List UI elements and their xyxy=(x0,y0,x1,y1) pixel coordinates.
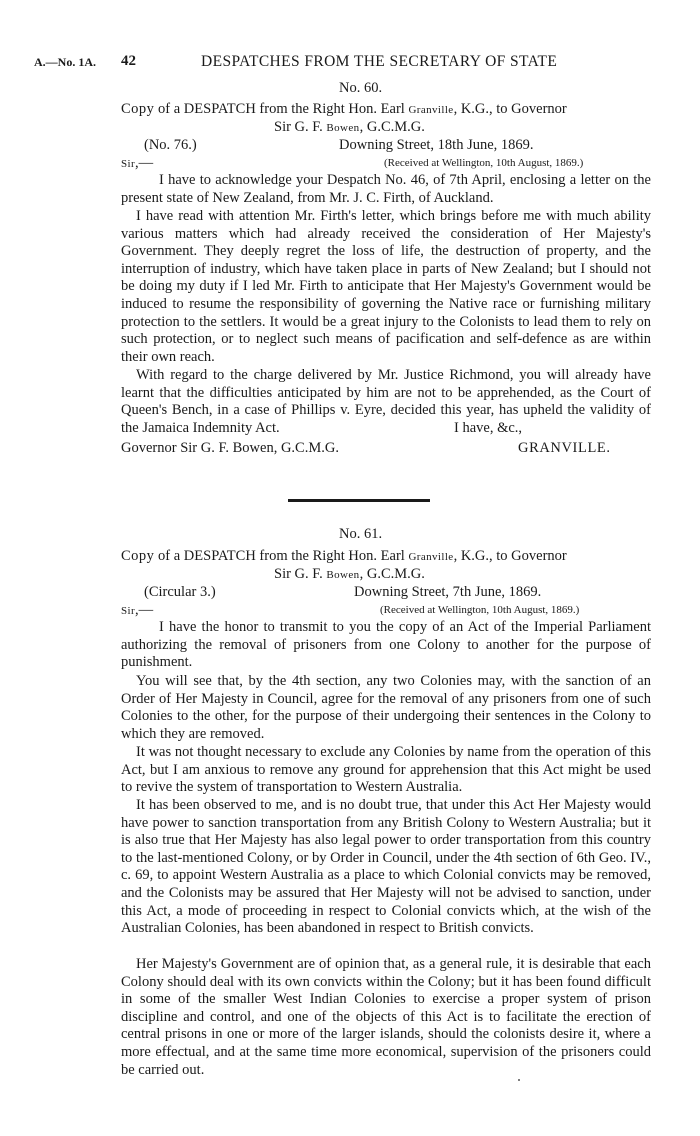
page-number: 42 xyxy=(121,53,136,69)
signature: GRANVILLE. xyxy=(518,440,611,456)
paragraph: Her Majesty's Government are of opinion that, as a general rule, it is desirable that each Colony should deal with its own convicts within the Colony; but it has been found difficult in some of the smaller West Indian Colonies to exercise a proper system of prison discipline and control, and one of the objects of this Act is to facilitate the erection of central prisons in one or more of the larger islands, should the colonists desire it, where a more effectual, and at the same time more economical, supervision of the prisoners could be carried out. xyxy=(121,956,651,1078)
copy-word: Copy xyxy=(121,101,155,117)
recipient-sir: Sir G. F. xyxy=(274,119,323,135)
paragraph: It was not thought necessary to exclude any Colonies by name from the operation of this Act, but I am anxious to remove any ground for apprehension that this Act might be used to revive the system of transportation to Western Australia. xyxy=(121,744,651,796)
heading-text: of a DESPATCH from the Right Hon. Earl xyxy=(158,548,405,564)
received-note: (Received at Wellington, 10th August, 1869.) xyxy=(384,157,584,169)
addressee: Governor Sir G. F. Bowen, G.C.M.G. xyxy=(121,440,339,456)
heading-text: of a DESPATCH from the Right Hon. Earl xyxy=(158,101,405,117)
despatch-ref-no: (No. 76.) xyxy=(144,137,197,153)
running-title: DESPATCHES FROM THE SECRETARY OF STATE xyxy=(201,53,558,70)
recipient-bowen: Bowen xyxy=(326,122,360,134)
document-reference: A.—No. 1A. xyxy=(34,55,96,69)
heading-granville: Granville xyxy=(408,551,454,563)
copy-word: Copy xyxy=(121,548,155,564)
salutation-dash: ,— xyxy=(135,155,154,171)
salutation-sir: Sir xyxy=(121,605,136,617)
paragraph: I have to acknowledge your Despatch No. 46, of 7th April, enclosing a letter on the present state of New Zealand, from Mr. J. C. Firth, of Auckland. xyxy=(121,172,651,206)
despatch-heading xyxy=(121,101,567,118)
paragraph: It has been observed to me, and is no doubt true, that under this Act Her Majesty would have power to sanction transportation from any British Colony to Western Australia; but it is also true that Her Majesty has also legal power to order transportation from this country to the last-mentioned Colony, or by Order in Council, under the 4th section of 6th Geo. IV., c. 69, to appoint Western Australia as a place to which Colonial convicts may be removed, and the Colonists may be assured that Her Majesty will not be advised to sanction, under this Act, a mode of proceeding in respect to Colonial convicts which, at the wish of the Australian Colonies, has been abandoned in respect to British convicts. xyxy=(121,797,651,937)
salutation xyxy=(121,155,153,172)
despatch-heading xyxy=(121,548,567,565)
paragraph: I have read with attention Mr. Firth's letter, which brings before me with much ability various matters which had already received the consideration of Her Majesty's Government. They deeply regret the loss of life, the destruction of property, and the interruption of industry, which have taken place in parts of New Zealand; but I should not be doing my duty if I led Mr. Firth to anticipate that Her Majesty's Government would be induced to resume the responsibility of governing the Native race or furnishing military protection to the settlers. It would be a great injury to the Colonists to lead them to rely on such protection, or to neglect such means of pacification and self-defence as are within their own reach. xyxy=(121,208,651,365)
despatch-number: No. 60. xyxy=(339,80,383,96)
heading-granville: Granville xyxy=(408,104,454,116)
despatch-recipient xyxy=(274,566,425,583)
despatch-number: No. 61. xyxy=(339,526,383,542)
paragraph: With regard to the charge delivered by Mr. Justice Richmond, you will already have learnt that the difficulties anticipated by him are not to be apprehended, as the Court of Queen's Bench, in a case of Phillips v. Eyre, decided this year, has upheld the validity of the Jamaica Indemnity Act. xyxy=(121,367,651,436)
salutation-sir: Sir xyxy=(121,158,136,170)
place-date: Downing Street, 7th June, 1869. xyxy=(354,584,542,600)
heading-kg: , K.G., to Governor xyxy=(453,548,567,564)
recipient-gcmg: , G.C.M.G. xyxy=(359,566,425,582)
salutation xyxy=(121,602,153,619)
page-speck xyxy=(518,1079,520,1081)
despatch-ref-no: (Circular 3.) xyxy=(144,584,216,600)
salutation-dash: ,— xyxy=(135,602,154,618)
paragraph: I have the honor to transmit to you the copy of an Act of the Imperial Parliament authorizing the removal of prisoners from one Colony to another for the purpose of punishment. xyxy=(121,619,651,671)
recipient-sir: Sir G. F. xyxy=(274,566,323,582)
recipient-bowen: Bowen xyxy=(326,569,360,581)
closing: I have, &c., xyxy=(454,420,523,436)
heading-kg: , K.G., to Governor xyxy=(453,101,567,117)
place-date: Downing Street, 18th June, 1869. xyxy=(339,137,534,153)
received-note: (Received at Wellington, 10th August, 1869.) xyxy=(380,604,580,616)
recipient-gcmg: , G.C.M.G. xyxy=(359,119,425,135)
section-divider xyxy=(288,499,430,502)
paragraph: You will see that, by the 4th section, any two Colonies may, with the sanction of an Order of Her Majesty in Council, agree for the removal of any prisoners from one of such Colonies to the other, for the purpose of their undergoing their sentences in the Colony to which they are removed. xyxy=(121,673,651,742)
despatch-recipient xyxy=(274,119,425,136)
